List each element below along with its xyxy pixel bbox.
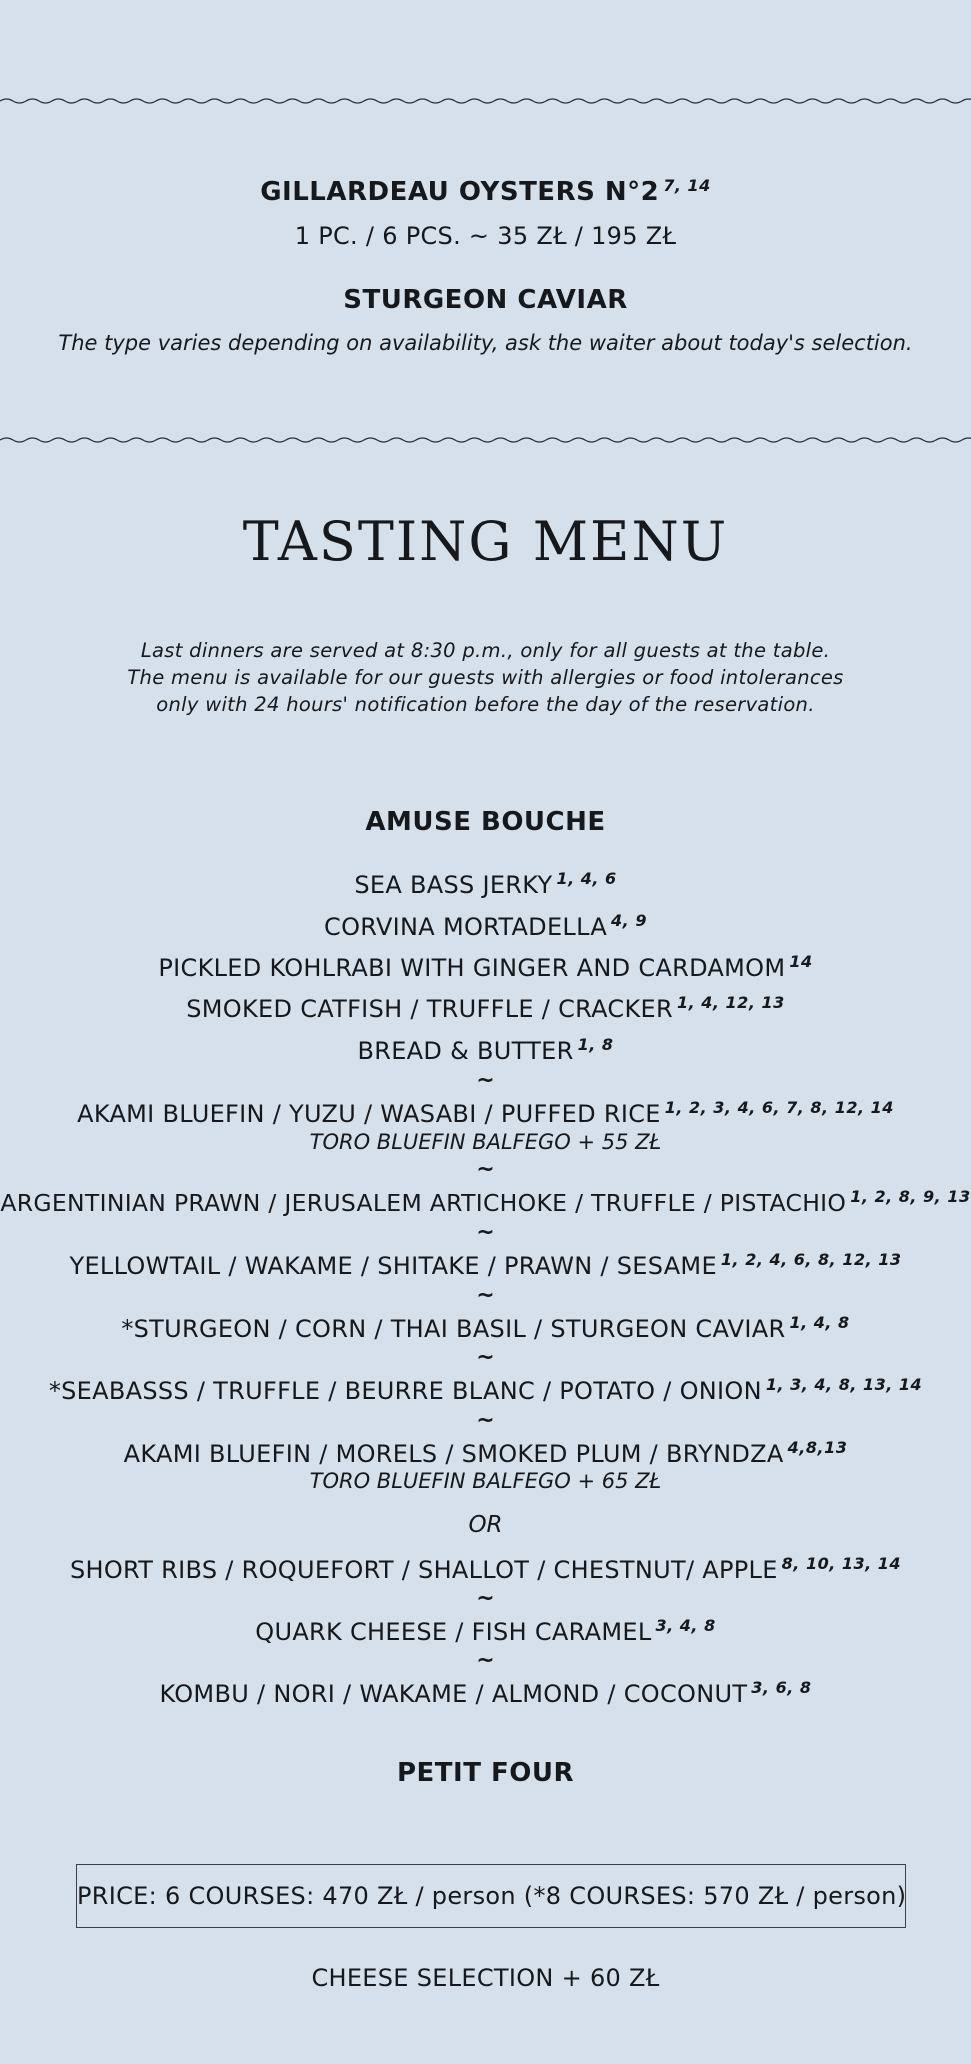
note-line: The menu is available for our guests with allergies or food intolerances: [127, 666, 844, 689]
separator: ~: [476, 1157, 495, 1182]
separator: ~: [476, 1586, 495, 1611]
separator: ~: [476, 1068, 495, 1093]
course-item: *STURGEON / CORN / THAI BASIL / STURGEON CAVIAR $^{1, 4, 8}$: [121, 1313, 850, 1343]
separator: ~: [476, 1283, 495, 1308]
amuse-item: SEA BASS JERKY $^{1, 4, 6}$: [354, 869, 617, 899]
wave-divider-top: [0, 91, 971, 111]
amuse-item: PICKLED KOHLRABI WITH GINGER AND CARDAMOM $^{14}$: [158, 952, 813, 982]
amuse-item: CORVINA MORTADELLA $^{4, 9}$: [324, 911, 647, 941]
course-item: *SEABASSS / TRUFFLE / BEURRE BLANC / POTATO / ONION $^{1, 3, 4, 8, 13, 14}$: [48, 1375, 923, 1405]
separator: ~: [476, 1408, 495, 1433]
course-item: ARGENTINIAN PRAWN / JERUSALEM ARTICHOKE / TRUFFLE / PISTACHIO $^{1, 2, 8, 9, 13}$: [0, 1187, 971, 1217]
tasting-menu-notes: [0, 637, 971, 718]
course-item: AKAMI BLUEFIN / MORELS / SMOKED PLUM / BRYNDZA $^{4,8,13}$: [123, 1438, 848, 1468]
caviar-note: The type varies depending on availability, ask the waiter about today's selection.: [58, 331, 913, 355]
amuse-bouche-heading: AMUSE BOUCHE: [365, 807, 606, 837]
note-line: Last dinners are served at 8:30 p.m., only for all guests at the table.: [140, 639, 831, 662]
note-line: only with 24 hours' notification before the day of the reservation.: [156, 693, 815, 716]
amuse-item: SMOKED CATFISH / TRUFFLE / CRACKER $^{1, 4, 12, 13}$: [186, 993, 785, 1023]
amuse-item: BREAD & BUTTER $^{1, 8}$: [357, 1035, 614, 1065]
oysters-price: 1 PC. / 6 PCS. ~ 35 ZŁ / 195 ZŁ: [294, 222, 677, 250]
oysters-heading: GILLARDEAU OYSTERS N°2 $^{7, 14}$: [260, 176, 711, 207]
separator: ~: [476, 1648, 495, 1673]
caviar-heading: STURGEON CAVIAR: [343, 285, 628, 315]
wave-divider-bottom: [0, 430, 971, 450]
course-item: YELLOWTAIL / WAKAME / SHITAKE / PRAWN / SESAME $^{1, 2, 4, 6, 8, 12, 13}$: [69, 1250, 902, 1280]
or-divider: OR: [468, 1512, 503, 1538]
course-item: AKAMI BLUEFIN / YUZU / WASABI / PUFFED RICE $^{1, 2, 3, 4, 6, 7, 8, 12, 14}$: [77, 1098, 894, 1128]
petit-four-heading: PETIT FOUR: [396, 1758, 574, 1788]
course-item: QUARK CHEESE / FISH CARAMEL $^{3, 4, 8}$: [255, 1616, 716, 1646]
cheese-selection: CHEESE SELECTION + 60 ZŁ: [311, 1964, 660, 1992]
course-item: KOMBU / NORI / WAKAME / ALMOND / COCONUT $^{3, 6, 8}$: [159, 1678, 812, 1708]
tasting-menu-title: TASTING MENU: [242, 510, 729, 573]
course-extra: TORO BLUEFIN BALFEGO + 55 ZŁ: [309, 1130, 662, 1154]
separator: ~: [476, 1220, 495, 1245]
separator: ~: [476, 1345, 495, 1370]
price-box: PRICE: 6 COURSES: 470 ZŁ / person (*8 COURSES: 570 ZŁ / person): [76, 1864, 906, 1928]
course-item: SHORT RIBS / ROQUEFORT / SHALLOT / CHESTNUT/ APPLE $^{8, 10, 13, 14}$: [69, 1554, 902, 1584]
course-extra: TORO BLUEFIN BALFEGO + 65 ZŁ: [309, 1469, 662, 1493]
